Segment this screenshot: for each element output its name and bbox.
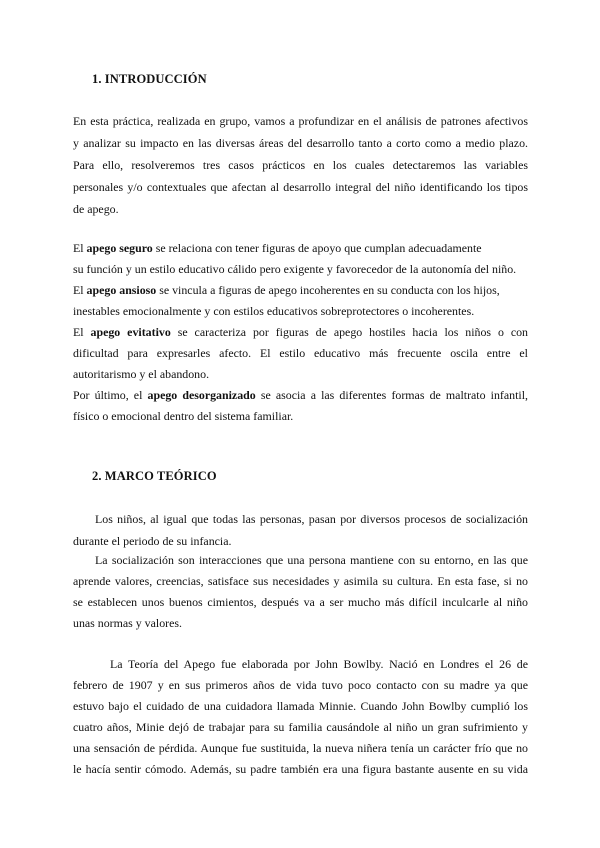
paragraph-line: La Teoría del Apego fue elaborada por John Bowlby. Nació en Londres el 26 de bbox=[110, 657, 528, 671]
paragraph-line: autoritarismo y el abandono. bbox=[73, 367, 210, 381]
term-apego-desorganizado: apego desorganizado bbox=[147, 388, 256, 402]
paragraph-line: La socialización son interacciones que una persona mantiene con su entorno, en las que bbox=[95, 553, 528, 567]
apego-seguro-line: El apego seguro se relaciona con tener figuras de apoyo que cumplan adecuadamente bbox=[73, 241, 482, 255]
paragraph-line: Los niños, al igual que todas las personas, pasan por diversos procesos de socialización bbox=[95, 512, 528, 526]
section-heading-marco-teorico: 2. MARCO TEÓRICO bbox=[92, 469, 217, 483]
apego-evitativo-line: El apego evitativo se caracteriza por figuras de apego hostiles hacia los niños o con bbox=[73, 325, 528, 339]
paragraph-line: Para ello, resolveremos tres casos prácticos en los cuales detectaremos las variables bbox=[73, 158, 528, 172]
paragraph-line: aprende valores, creencias, satisface sus necesidades y asimila su cultura. En esta fase, si no bbox=[73, 574, 528, 588]
paragraph-line: personales y/o contextuales que afectan al desarrollo integral del niño identificando los tipos bbox=[73, 180, 528, 194]
term-apego-seguro: apego seguro bbox=[86, 241, 153, 255]
apego-ansioso-line: El apego ansioso se vincula a figuras de apego incoherentes en su conducta con los hijos, bbox=[73, 283, 500, 297]
paragraph-line: una sensación de pérdida. Aunque fue sustituida, la nueva niñera tenía un carácter frío que no bbox=[73, 741, 528, 755]
paragraph-line: y analizar su impacto en las diversas áreas del desarrollo tanto a corto como a medio plazo. bbox=[73, 136, 528, 150]
term-apego-evitativo: apego evitativo bbox=[90, 325, 171, 339]
paragraph-line: físico o emocional dentro del sistema familiar. bbox=[73, 409, 294, 423]
term-apego-ansioso: apego ansioso bbox=[86, 283, 157, 297]
paragraph-line: cuatro años, Minie dejó de trabajar para su familia causándole al niño un gran sufrimiento y bbox=[73, 720, 528, 734]
paragraph-line: durante el periodo de su infancia. bbox=[73, 534, 232, 548]
section-heading-introduccion: 1. INTRODUCCIÓN bbox=[92, 72, 207, 86]
apego-desorganizado-line: Por último, el apego desorganizado se asocia a las diferentes formas de maltrato infantil, bbox=[73, 388, 528, 402]
paragraph-line: inestables emocionalmente y con estilos educativos sobreprotectores o incoherentes. bbox=[73, 304, 475, 318]
paragraph-line: su función y un estilo educativo cálido pero exigente y favorecedor de la autonomía del niño. bbox=[73, 262, 517, 276]
paragraph-line: de apego. bbox=[73, 202, 119, 216]
paragraph-line: unas normas y valores. bbox=[73, 616, 182, 630]
paragraph-line: dificultad para expresarles afecto. El estilo educativo más frecuente oscila entre el bbox=[73, 346, 528, 360]
paragraph-line: En esta práctica, realizada en grupo, vamos a profundizar en el análisis de patrones afectivos bbox=[73, 114, 528, 128]
paragraph-line: estuvo bajo el cuidado de una cuidadora llamada Minnie. Cuando John Bowlby cumplió los bbox=[73, 699, 528, 713]
paragraph-line: se establecen unos buenos cimientos, después va a ser mucho más difícil inculcarle al niño bbox=[73, 595, 528, 609]
paragraph-line: febrero de 1907 y en sus primeros años de vida tuvo poco contacto con su madre ya que bbox=[73, 678, 528, 692]
paragraph-line: le hacía sentir cómodo. Además, su padre también era una figura bastante ausente en su vida bbox=[73, 762, 528, 776]
